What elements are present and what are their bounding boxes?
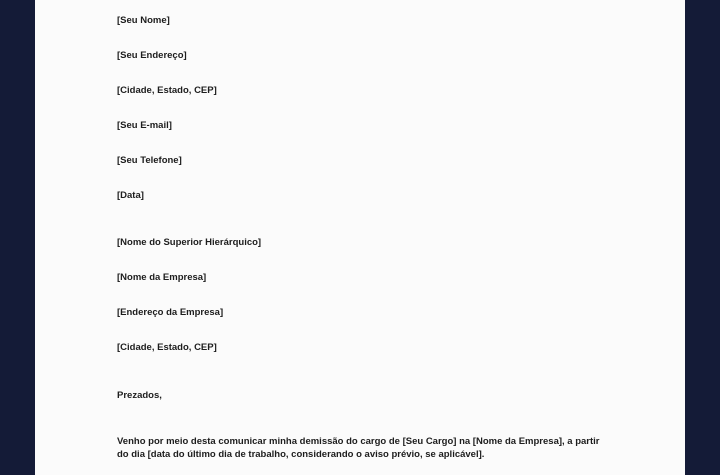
letter-body-paragraph: [117, 436, 637, 461]
body-line-2: do dia [data do último dia de trabalho, considerando o aviso prévio, se aplicável].: [117, 448, 485, 460]
company-city-state-zip: [Cidade, Estado, CEP]: [117, 342, 217, 353]
letter-date: [Data]: [117, 190, 144, 201]
document-page: [35, 0, 685, 475]
sender-name: [Seu Nome]: [117, 15, 170, 26]
sender-address: [Seu Endereço]: [117, 50, 187, 61]
recipient-name: [Nome do Superior Hierárquico]: [117, 237, 262, 248]
company-address: [Endereço da Empresa]: [117, 307, 224, 318]
sender-city-state-zip: [Cidade, Estado, CEP]: [117, 85, 217, 96]
greeting: Prezados,: [117, 390, 162, 401]
sender-phone: [Seu Telefone]: [117, 155, 182, 166]
company-name: [Nome da Empresa]: [117, 272, 207, 283]
sender-email: [Seu E-mail]: [117, 120, 172, 131]
body-line-1: Venho por meio desta comunicar minha demissão do cargo de [Seu Cargo] na [Nome da Empresa], a partir: [117, 436, 600, 447]
